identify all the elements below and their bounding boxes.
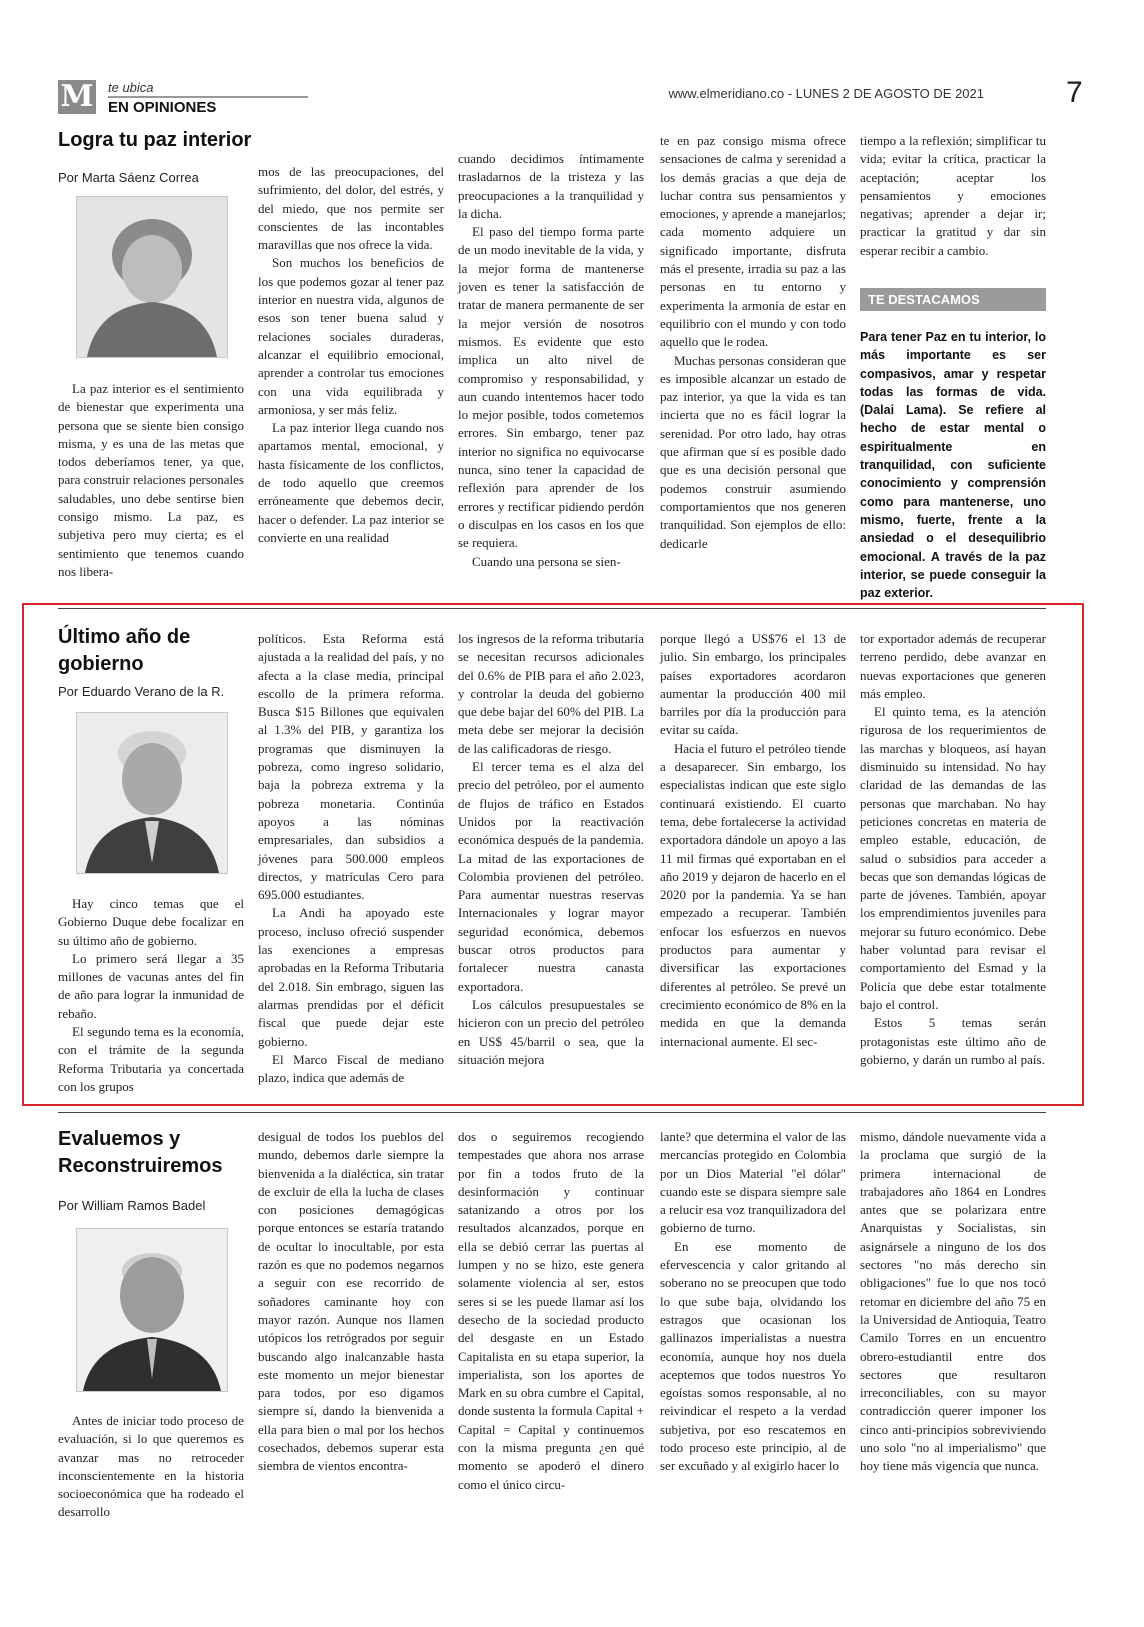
column-1: [58, 380, 244, 581]
highlight-box-label: TE DESTACAMOS: [860, 288, 1046, 311]
paragraph: El segundo tema es la economía, con el trámite de la segunda Reforma Tributaria ya concertada con los grupos: [58, 1024, 244, 1094]
column-2: [258, 630, 444, 1087]
portrait-icon: [77, 1229, 227, 1391]
paragraph: cuando decidimos íntimamente trasladarnos de la tristeza y las preocupaciones a la tranquilidad y la dicha.: [458, 151, 644, 221]
paragraph: los ingresos de la reforma tributaria se necesitan recursos adicionales del 0.6% de PIB para el año 2.023, y controlar la deuda del gobierno que debe bajar del 60% del PIB. La meta debe ser mejorar la decisión de las calificadoras de riesgo.: [458, 631, 644, 756]
paragraph: políticos. Esta Reforma está ajustada a la realidad del país, y no afecta a la clase media, principal escollo de la primera reforma. Busca $15 Billones que equivalen al 1.3% del PIB, y garantiza los programas que disminuyen la pobreza, como ingreso solidario, baja la pobreza extrema y la pobreza monetaria. Continúa apoyos a las nóminas empresariales, dan subsidios a jóvenes para 500.000 empleos directos, y matrículas Cero para 695.000 estudiantes.: [258, 631, 444, 903]
paragraph: Son muchos los beneficios de los que podemos gozar al tener paz interior en nuestra vida, algunos de esos son tener buena salud y relaciones sociales duraderas, alcanzar el equilibrio emocional, aprender a controlar tus emociones con una vida equilibrada y armoniosa, y ser más feliz.: [258, 255, 444, 417]
paragraph: tor exportador además de recuperar terreno perdido, debe avanzar en nuevas exportaciones que generen más empleo.: [860, 631, 1046, 701]
paragraph: Hay cinco temas que el Gobierno Duque debe focalizar en su último año de gobierno.: [58, 896, 244, 948]
column-4: [660, 1128, 846, 1476]
paragraph: dos o seguiremos recogiendo tempestades que ahora nos arrase por fin a todos fruto de la desinformación y continuar satanizando a otros por los resultados alcanzados, porque en ella se debió cerrar las puertas al lumpen y no se hizo, este genera solamente violencia al ser, estos seres si se les puede llamar así los desecho de la sociedad producto del desgaste en un Estado Capitalista en su etapa superior, la imperialista, son los aportes de Mark en su obra cumbre el Capital, donde sustenta la formula Capital + Capital = Capital y continuemos con la misma pregunta ¿en qué momento se apoderó el dinero como el único circu-: [458, 1129, 644, 1492]
paragraph: La Andi ha apoyado este proceso, incluso ofreció suspender las exenciones a empresas aprobadas en la Reforma Tributaria del 2.018. Sin embrago, siguen las alarmas prendidas por el déficit fiscal que puede dejar este gobierno.: [258, 905, 444, 1049]
byline: Por Marta Sáenz Correa: [58, 170, 199, 185]
paragraph: El quinto tema, es la atención rigurosa de los requerimientos de las marchas y bloqueos, así hayan disminuido su intensidad. No hay claridad de las demandas de las personas que marchaban. No hay peticiones concretas en materia de empleo estable, educación, de salud o subsidios para acceder a becas que son demandas lógicas de parte de jóvenes. También, apoyar los emprendimientos juveniles para mejorar su futuro económico. Debe haber voluntad para revisar el comportamiento del Esmad y la Policía que debe estar totalmente bajo el control.: [860, 704, 1046, 1012]
paragraph: Estos 5 temas serán protagonistas este último año de gobierno, y darán un rumbo al país.: [860, 1015, 1046, 1067]
column-4: [660, 630, 846, 1051]
column-2: [258, 1128, 444, 1476]
article-title: Logra tu paz interior: [58, 129, 252, 151]
tagline: te ubica: [108, 80, 154, 95]
dateline: www.elmeridiano.co - LUNES 2 DE AGOSTO DE 2021: [668, 86, 984, 101]
paragraph: desigual de todos los pueblos del mundo, debemos darle siempre la bienvenida a la dialéctica, sin tratar de excluir de ella la lucha de clases con posiciones demagógicas porque entonces se estaría tratando de ocultar lo inocultable, por esta razón es que no podemos negarnos a seguir con ese recorrido de soñadores caminante hoy con mayor razón. Aunque nos llamen utópicos los retrógrados por seguir buscando algo inalcanzable hasta este momento un mejor bienestar para todos, por eso digamos siempre sí, dando la bienvenida a ella para bien o mal por los hechos cosechados, debemos superar esta siembra de vientos encontra-: [258, 1129, 444, 1474]
column-4: [660, 132, 846, 553]
column-3: [458, 1128, 644, 1494]
section-divider: [58, 1112, 1046, 1113]
column-5: [860, 630, 1046, 1069]
paragraph: El tercer tema es el alza del precio del petróleo, por el aumento de flujos de tráfico en Estados Unidos por la reactivación económica después de la pandemia. La mitad de las exportaciones de Colombia provienen del petróleo. Para aumentar nuestras reservas Internacionales y lograr mayor seguridad económica, debemos buscar otros productos para fortalecer nuestra canasta exportadora.: [458, 759, 644, 994]
section-title: EN OPINIONES: [108, 99, 217, 116]
author-photo: [76, 712, 228, 874]
paragraph: Lo primero será llegar a 35 millones de vacunas antes del fin de año para lograr la inmunidad de rebaño.: [58, 950, 244, 1021]
paragraph: Hacia el futuro el petróleo tiende a desaparecer. Sin embargo, los especialistas indican que este siglo continuará existiendo. El cuarto tema, debe fortalecerse la actividad exportadora dándole un apoyo a las 11 mil firmas qué exportaban en el año 2019 y dejaron de hacerlo en el 2020 por la pandemia. Ya se han empezado a recuperar. También enfocar los esfuerzos en nuevos productos para aumentar y diversificar las exportaciones diferentes al petróleo. Se prevé un crecimiento económico de 8% en la medida en que la demanda internacional aumente. El sec-: [660, 740, 846, 1049]
column-5: [860, 132, 1046, 260]
column-3: [458, 150, 644, 571]
header-divider: [108, 96, 308, 98]
portrait-icon: [77, 197, 227, 357]
paragraph: Cuando una persona se sien-: [472, 553, 621, 569]
newspaper-logo: M: [58, 80, 96, 114]
paragraph: tiempo a la reflexión; simplificar tu vida; evitar la crítica, practicar la aceptación; aceptar los pensamientos y emociones negativas; aprender a dejar ir; practicar la gratitud y dar sin esperar recibir a cambio.: [860, 133, 1046, 258]
paragraph: Antes de iniciar todo proceso de evaluación, si lo que queremos es avanzar mas no retroceder inconscientemente en la historia socioeconómica que ha rodeado el desarrollo: [58, 1413, 244, 1520]
paragraph: lante? que determina el valor de las mercancías protegido en Colombia por un Dios Material "el dólar" cuando este se dispara siempre sale a relucir esa voz tranquilizadora del gobierno de turno.: [660, 1129, 846, 1236]
author-photo: [76, 196, 228, 358]
highlight-quote: Para tener Paz en tu interior, lo más importante es ser compasivos, amar y respetar todas las formas de vida. (Dalai Lama). Se refiere al hecho de estar mental o espiritualmente en tranquilidad, con suficiente conocimiento y comprensión como para mantenerse, uno mismo, fuerte, frente a la ansiedad o el desequilibrio emocional. A través de la paz interior, se puede conseguir la paz exterior.: [860, 330, 1046, 601]
author-photo: [76, 1228, 228, 1392]
paragraph: mismo, dándole nuevamente vida a la proclama que surgió de la primera internacional de trabajadores año 1864 en Londres antes que se polarizara entre Anarquistas y Socialistas, sin asignársele a ninguno de los dos sectores "no más derecho sin obligaciones" fue lo que nos tocó retomar en diciembre del año 75 en la Universidad de Antioquia, Teatro Camilo Torres en un encuentro obrero-estudiantil entre dos sectores que resultaron irreconciliables, con su mayor contradicción querer imponer los cinco anti-principios sobreviviendo uno solo "no al imperialismo" que hoy tiene más vigencia que nunca.: [860, 1129, 1046, 1474]
paragraph: El Marco Fiscal de mediano plazo, indica que además de: [258, 1051, 444, 1086]
paragraph: El paso del tiempo forma parte de un modo inevitable de la vida, y la mejor forma de mantenerse joven es tener la satisfacción de tratar de manera permanente de ser la mejor versión de nosotros mismos. Es evidente que esto implica un alto nivel de compromiso y responsabilidad, y aun cuando intentemos hacer todo lo mejor posible, todos cometemos errores. Sin embargo, tener paz interior no significa no equivocarse nunca, sino tener la capacidad de reflexión para aprender de los errores y rectificar pidiendo perdón o disculpas en los casos en los que se requiera.: [458, 224, 644, 551]
column-1: [58, 1412, 244, 1522]
paragraph: En ese momento de efervescencia y calor gritando al soberano no se preocupen que todo lo que sube baja, olvidando los estragos que ocasionan los gallinazos imperialistas a nuestra economía, aunque hoy nos duela aceptemos que todos nuestros Yo egoístas somos responsable, al no reivindicar el respeto a la verdad subjetiva, por eso rescatemos en todo proceso este principio, al de ser excuñado y al exigirlo hacer lo: [660, 1238, 846, 1474]
paragraph: La paz interior llega cuando nos apartamos mental, emocional, y hasta físicamente de los conflictos, de todo aquello que creemos erróneamente que debemos decir, hacer o defender. La paz interior se convierte en una realidad: [258, 420, 444, 545]
article-title: Último año de gobierno: [58, 626, 191, 675]
byline: Por Eduardo Verano de la R.: [58, 684, 225, 699]
column-5: [860, 1128, 1046, 1476]
column-1: [58, 895, 244, 1096]
portrait-icon: [77, 713, 227, 873]
column-2: [258, 163, 444, 547]
paragraph: porque llegó a US$76 el 13 de julio. Sin embargo, los principales países exportadores acordaron aumentar la producción 400 mil barriles por día la producción para evitar su caída.: [660, 631, 846, 738]
paragraph: mos de las preocupaciones, del sufrimiento, del dolor, del estrés, y del miedo, que nos permite ser conscientes de las incontables maravillas que nos ofrece la vida.: [258, 164, 444, 253]
column-3: [458, 630, 644, 1069]
page-number: 7: [1066, 76, 1083, 109]
byline: Por William Ramos Badel: [58, 1198, 206, 1213]
paragraph: La paz interior es el sentimiento de bienestar que experimenta una persona que se siente bien consigo misma, y es una de las metas que todos deberíamos tener, ya que, para construir relaciones personales saludables, uno debe sentirse bien consigo mismo. La paz, es subjetiva pero muy cierta; es el sentimiento que tenemos cuando nos libera-: [58, 381, 244, 579]
paragraph: Muchas personas consideran que es imposible alcanzar un estado de paz interior, ya que la vida es tan incierta que no es fácil lograr la serenidad. Por otro lado, hay otras que afirman que sí es posible dado que es una decisión personal que podemos construir asumiendo comportamientos que nos generen tranquilidad. Son ejemplos de ello: dedicarle: [660, 352, 846, 551]
article-title: Evaluemos y Reconstruiremos: [58, 1128, 223, 1177]
paragraph: Los cálculos presupuestales se hicieron con un precio del petróleo en US$ 45/barril o sea, que la situación mejora: [458, 996, 644, 1067]
paragraph: te en paz consigo misma ofrece sensaciones de calma y serenidad a los demás gracias a que deja de luchar contra sus pensamientos y emociones, y aprende a manejarlos; cada momento adquiere un significado importante, disfruta más el presente, irradia su paz a las personas en tu entorno y experimenta la armonía de estar en equilibrio con el mundo y con todo aquello que le rodea.: [660, 133, 846, 350]
